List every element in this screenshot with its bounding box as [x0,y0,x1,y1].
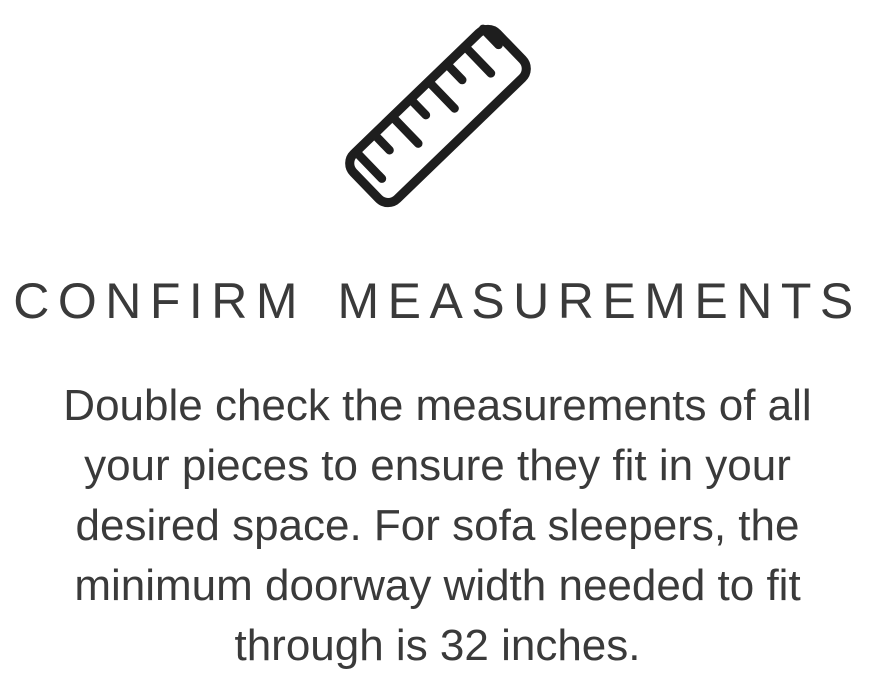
body-text-line: desired space. For sofa sleepers, the [75,501,800,550]
body-text-line: your pieces to ensure they fit in your [84,441,791,490]
section-title: CONFIRM MEASUREMENTS [13,273,862,329]
section-body [0,376,875,676]
body-text-line: minimum doorway width needed to fit [74,561,801,610]
body-text-line: through is 32 inches. [234,621,641,670]
body-text-line: Double check the measurements of all [63,381,812,430]
ruler-icon [0,0,875,212]
